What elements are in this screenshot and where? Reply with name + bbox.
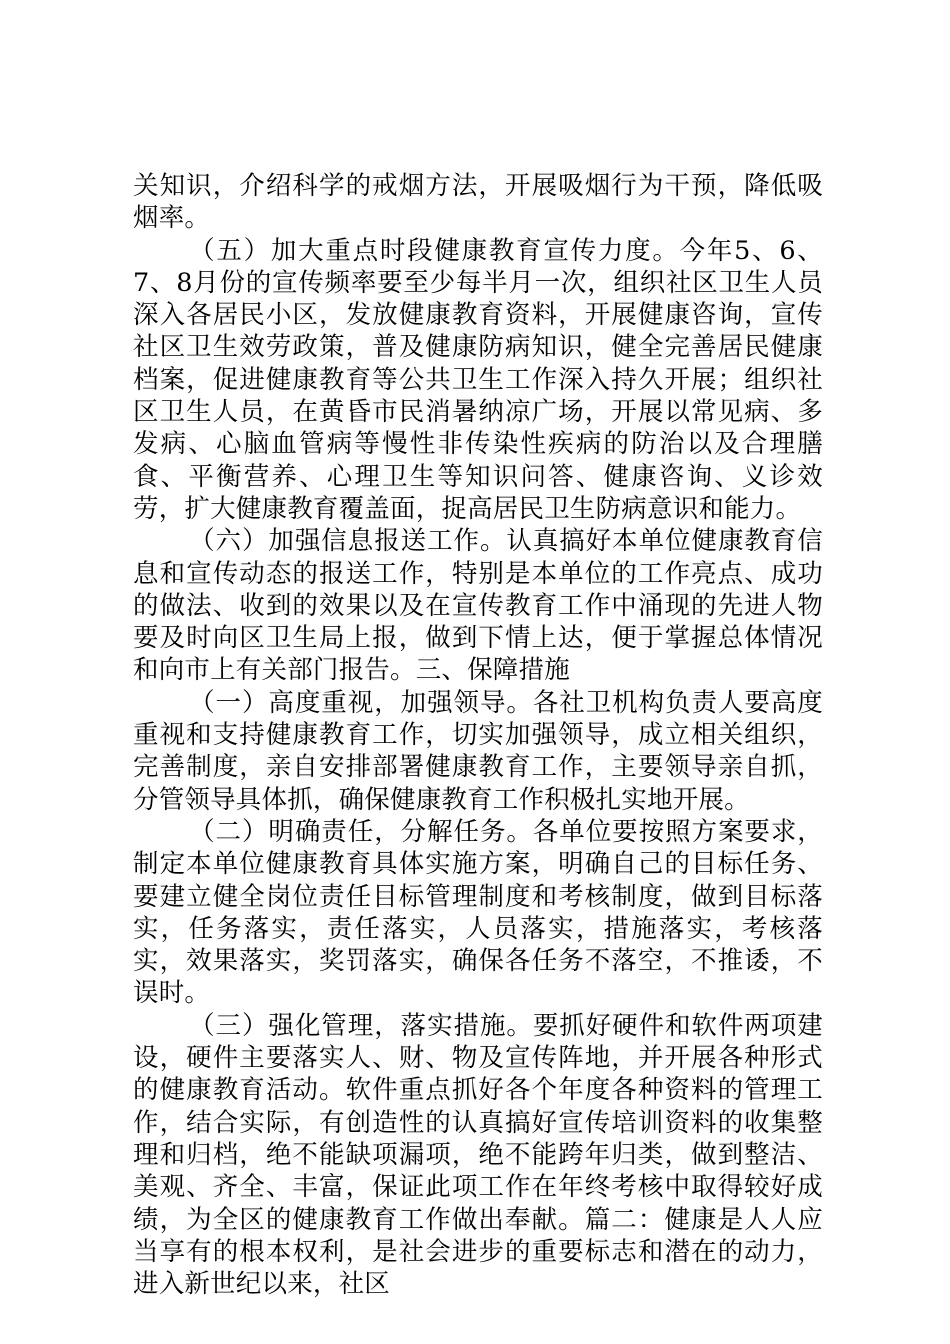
paragraph-section-5: （五）加大重点时段健康教育宣传力度。今年5、6、7、8月份的宣传频率要至少每半月一次，组织社区卫生人员深入各居民小区，发放健康教育资料，开展健康咨询，宣传社区卫生效劳政策，普及健康防病知识，健全完善居民健康档案，促进健康教育等公共卫生工作深入持久开展；组织社区卫生人员，在黄昏市民消暑纳凉广场，开展以常见病、多发病、心脑血管病等慢性非传染性疾病的防治以及合理膳食、平衡营养、心理卫生等知识问答、健康咨询、义诊效劳，扩大健康教育覆盖面，捉高居民卫生防病意识和能力。 <box>133 235 823 524</box>
paragraph-continuation: 关知识，介绍科学的戒烟方法，开展吸烟行为干预，降低吸烟率。 <box>133 171 823 234</box>
document-page <box>133 170 823 1300</box>
paragraph-measure-2: （二）明确责任，分解任务。各单位要按照方案要求，制定本单位健康教育具体实施方案，明确自己的目标任务、要建立健全岗位责任目标管理制度和考核制度，做到目标落实，任务落实，责任落实，人员落实，措施落实，考核落实，效果落实，奖罚落实，确保各任务不落空，不推诿，不误时。 <box>133 816 823 1009</box>
paragraph-measure-3: （三）强化管理，落实措施。要抓好硬件和软件两项建设，硬件主要落实人、财、物及宣传阵地，并开展各种形式的健康教育活动。软件重点抓好各个年度各种资料的管理工作，结合实际，有创造性的认真搞好宣传培训资料的收集整理和归档，绝不能缺项漏项，绝不能跨年归类，做到整洁、美观、齐全、丰富，保证此项工作在年终考核中取得较好成绩，为全区的健康教育工作做出奉献。篇二：健康是人人应当享有的根本权利，是社会进步的重要标志和潜在的动力，进入新世纪以来，社区 <box>133 1010 823 1300</box>
paragraph-measure-1: （一）高度重视，加强领导。各社卫机构负责人要高度重视和支持健康教育工作，切实加强领导，成立相关组织，完善制度，亲自安排部署健康教育工作，主要领导亲自抓，分管领导具体抓，确保健康教育工作积极扎实地开展。 <box>133 687 823 815</box>
paragraph-section-6: （六）加强信息报送工作。认真搞好本单位健康教育信息和宣传动态的报送工作，特别是本单位的工作亮点、成功的做法、收到的效果以及在宣传教育工作中涌现的先进人物要及时向区卫生局上报，做到下情上达，便于掌握总体情况和向市上有关部门报告。三、保障措施 <box>133 526 823 686</box>
